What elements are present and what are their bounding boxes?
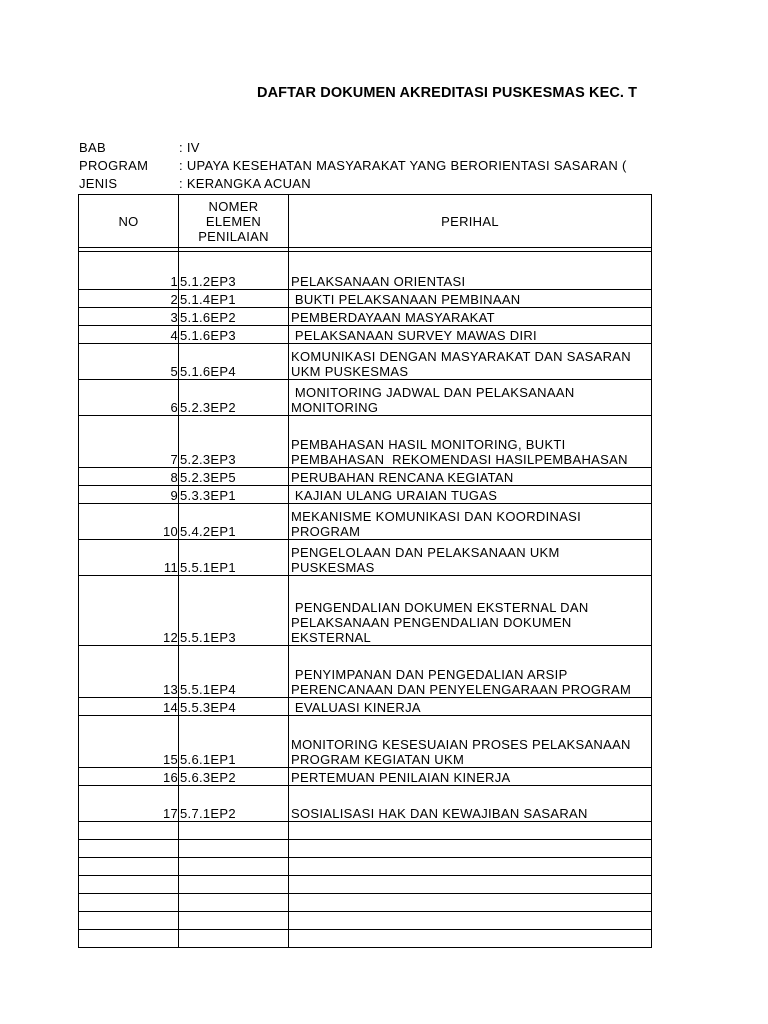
cell-perihal	[289, 912, 652, 930]
cell-nomer-elemen	[179, 912, 289, 930]
cell-no	[79, 930, 179, 948]
meta-bab-label: BAB	[79, 140, 106, 155]
table-row	[79, 416, 652, 468]
header-perihal	[289, 195, 652, 248]
table-row	[79, 716, 652, 768]
cell-nomer-elemen: 5.1.6EP4	[179, 344, 289, 380]
table-row	[79, 468, 652, 486]
cell-nomer-elemen	[179, 876, 289, 894]
table-row	[79, 894, 652, 912]
cell-no: 2	[79, 290, 179, 308]
cell-perihal: PENGELOLAAN DAN PELAKSANAAN UKM PUSKESMAS	[289, 540, 652, 576]
header-nomer-label: NOMER ELEMEN PENILAIAN	[198, 198, 269, 244]
cell-no: 16	[79, 768, 179, 786]
cell-nomer-elemen: 5.6.3EP2	[179, 768, 289, 786]
cell-no: 11	[79, 540, 179, 576]
meta-jenis-row	[79, 176, 768, 191]
cell-perihal: MONITORING KESESUAIAN PROSES PELAKSANAAN PROGRAM KEGIATAN UKM	[289, 716, 652, 768]
table-header-row	[79, 195, 652, 248]
table-row	[79, 858, 652, 876]
meta-program-row	[79, 158, 768, 173]
cell-perihal	[289, 876, 652, 894]
cell-no: 12	[79, 576, 179, 646]
table-row	[79, 698, 652, 716]
cell-no: 1	[79, 252, 179, 290]
meta-bab-row	[79, 140, 768, 155]
cell-perihal: BUKTI PELAKSANAAN PEMBINAAN	[289, 290, 652, 308]
cell-nomer-elemen: 5.3.3EP1	[179, 486, 289, 504]
cell-nomer-elemen: 5.4.2EP1	[179, 504, 289, 540]
cell-perihal	[289, 894, 652, 912]
meta-program-label: PROGRAM	[79, 158, 149, 173]
cell-nomer-elemen: 5.1.4EP1	[179, 290, 289, 308]
cell-perihal: PERUBAHAN RENCANA KEGIATAN	[289, 468, 652, 486]
cell-perihal	[289, 840, 652, 858]
cell-no: 17	[79, 786, 179, 822]
cell-perihal: MONITORING JADWAL DAN PELAKSANAAN MONITORING	[289, 380, 652, 416]
header-no-label: NO	[118, 213, 139, 229]
table-row	[79, 646, 652, 698]
header-no	[79, 195, 179, 248]
table-body	[79, 252, 652, 948]
cell-nomer-elemen	[179, 840, 289, 858]
cell-perihal: KOMUNIKASI DENGAN MASYARAKAT DAN SASARAN UKM PUSKESMAS	[289, 344, 652, 380]
cell-nomer-elemen: 5.6.1EP1	[179, 716, 289, 768]
meta-jenis-label: JENIS	[79, 176, 118, 191]
table-row	[79, 308, 652, 326]
cell-perihal: PEMBAHASAN HASIL MONITORING, BUKTI PEMBAHASAN REKOMENDASI HASILPEMBAHASAN	[289, 416, 652, 468]
table-row	[79, 576, 652, 646]
table-row	[79, 930, 652, 948]
cell-perihal	[289, 930, 652, 948]
document-title: DAFTAR DOKUMEN AKREDITASI PUSKESMAS KEC. T	[257, 85, 638, 101]
cell-nomer-elemen: 5.1.2EP3	[179, 252, 289, 290]
cell-nomer-elemen	[179, 894, 289, 912]
cell-perihal: PELAKSANAAN SURVEY MAWAS DIRI	[289, 326, 652, 344]
header-nomer-elemen	[179, 195, 289, 248]
cell-no: 3	[79, 308, 179, 326]
table-row	[79, 540, 652, 576]
cell-nomer-elemen: 5.2.3EP2	[179, 380, 289, 416]
cell-no	[79, 876, 179, 894]
cell-nomer-elemen: 5.5.1EP3	[179, 576, 289, 646]
cell-perihal: KAJIAN ULANG URAIAN TUGAS	[289, 486, 652, 504]
cell-nomer-elemen: 5.5.3EP4	[179, 698, 289, 716]
cell-no	[79, 894, 179, 912]
table-row	[79, 290, 652, 308]
cell-nomer-elemen: 5.1.6EP3	[179, 326, 289, 344]
cell-perihal: SOSIALISASI HAK DAN KEWAJIBAN SASARAN	[289, 786, 652, 822]
cell-perihal: PENYIMPANAN DAN PENGEDALIAN ARSIP PERENCANAAN DAN PENYELENGARAAN PROGRAM	[289, 646, 652, 698]
table-row	[79, 840, 652, 858]
table-row	[79, 822, 652, 840]
cell-nomer-elemen	[179, 858, 289, 876]
table-row	[79, 768, 652, 786]
cell-no	[79, 912, 179, 930]
cell-no: 4	[79, 326, 179, 344]
cell-no: 6	[79, 380, 179, 416]
cell-no	[79, 822, 179, 840]
table-row	[79, 326, 652, 344]
cell-nomer-elemen: 5.5.1EP1	[179, 540, 289, 576]
meta-program-value: : UPAYA KESEHATAN MASYARAKAT YANG BERORIENTASI SASARAN (	[179, 158, 627, 173]
header-perihal-label: PERIHAL	[441, 213, 499, 229]
meta-jenis-value: : KERANGKA ACUAN	[179, 176, 311, 191]
cell-nomer-elemen: 5.7.1EP2	[179, 786, 289, 822]
cell-nomer-elemen	[179, 930, 289, 948]
cell-no	[79, 840, 179, 858]
cell-nomer-elemen: 5.2.3EP5	[179, 468, 289, 486]
cell-perihal	[289, 858, 652, 876]
meta-bab-value: : IV	[179, 140, 200, 155]
table-row	[79, 504, 652, 540]
table-row	[79, 876, 652, 894]
cell-perihal: PEMBERDAYAAN MASYARAKAT	[289, 308, 652, 326]
table-row	[79, 344, 652, 380]
cell-no: 5	[79, 344, 179, 380]
table-row	[79, 252, 652, 290]
cell-no: 14	[79, 698, 179, 716]
cell-no	[79, 858, 179, 876]
cell-no: 8	[79, 468, 179, 486]
cell-nomer-elemen: 5.2.3EP3	[179, 416, 289, 468]
cell-perihal	[289, 822, 652, 840]
table-row	[79, 380, 652, 416]
table-row	[79, 486, 652, 504]
cell-no: 15	[79, 716, 179, 768]
cell-no: 13	[79, 646, 179, 698]
cell-perihal: MEKANISME KOMUNIKASI DAN KOORDINASI PROGRAM	[289, 504, 652, 540]
cell-nomer-elemen	[179, 822, 289, 840]
cell-nomer-elemen: 5.1.6EP2	[179, 308, 289, 326]
cell-perihal: PERTEMUAN PENILAIAN KINERJA	[289, 768, 652, 786]
cell-no: 10	[79, 504, 179, 540]
cell-perihal: PENGENDALIAN DOKUMEN EKSTERNAL DAN PELAKSANAAN PENGENDALIAN DOKUMEN EKSTERNAL	[289, 576, 652, 646]
cell-perihal: EVALUASI KINERJA	[289, 698, 652, 716]
table-row	[79, 912, 652, 930]
table-row	[79, 786, 652, 822]
document-table	[78, 194, 652, 948]
cell-nomer-elemen: 5.5.1EP4	[179, 646, 289, 698]
cell-no: 7	[79, 416, 179, 468]
cell-no: 9	[79, 486, 179, 504]
cell-perihal: PELAKSANAAN ORIENTASI	[289, 252, 652, 290]
